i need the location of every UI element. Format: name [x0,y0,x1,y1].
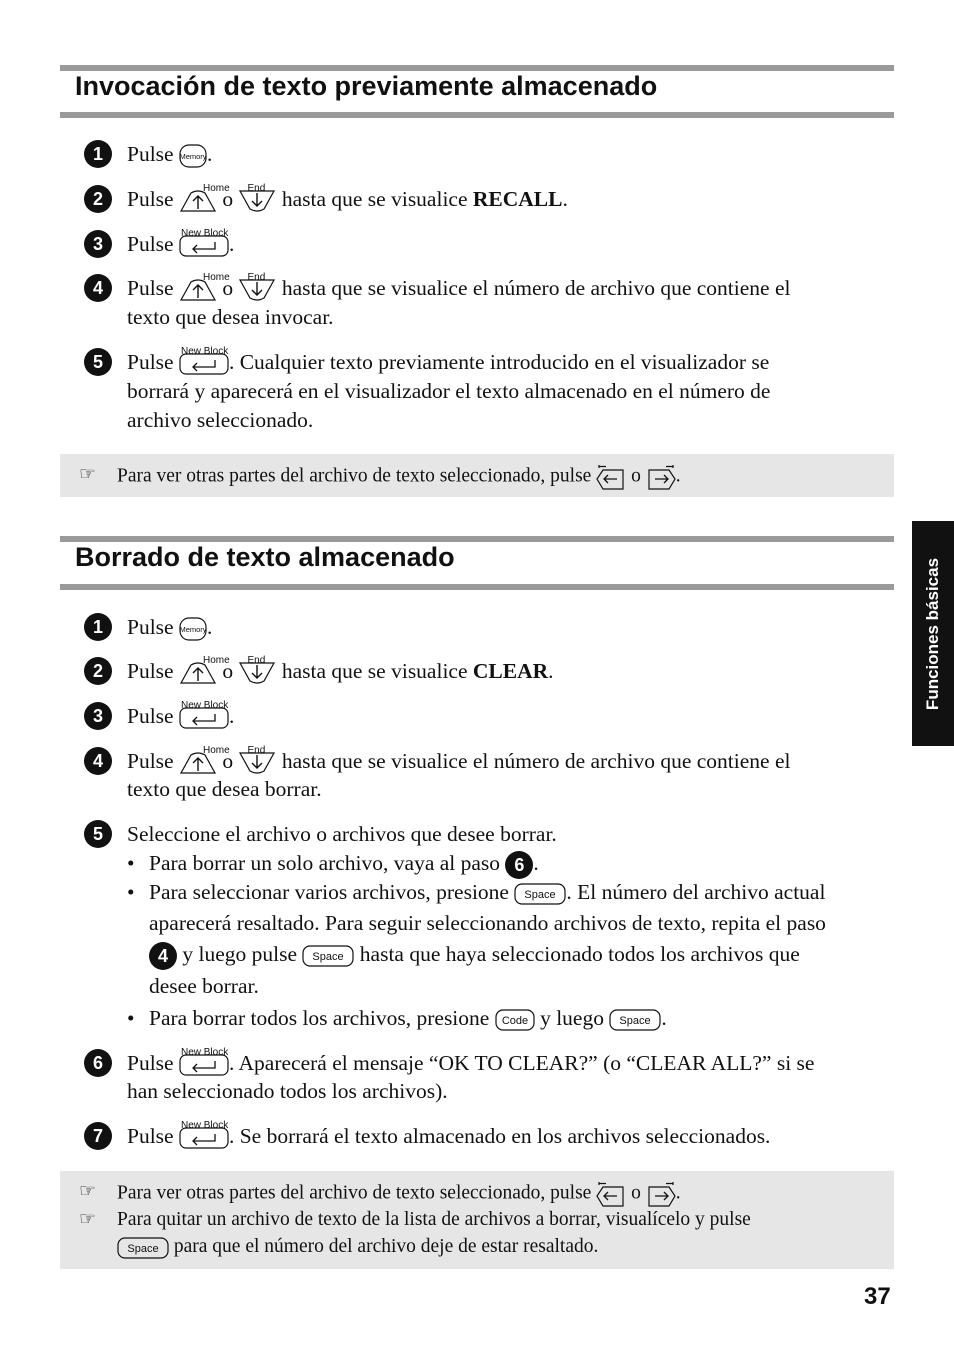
step-post: hasta que se visualice [281,187,468,211]
step-text [127,230,234,259]
step-pre: Pulse [127,615,174,639]
step-text [127,185,568,214]
step-post: hasta que se visualice [281,659,468,683]
memory-key-icon [179,144,207,168]
home-label: Home [202,272,230,284]
newblock-label: New Block [180,228,229,240]
space-key-label: Space [127,1242,159,1255]
note-body: Para ver otras partes del archivo de texto seleccionado, pulse [117,465,592,487]
step-post: . [228,232,235,256]
step-text-cont: archivo seleccionado. [127,408,314,432]
pointing-hand-icon: ☞ [79,464,97,485]
step-mid: o [222,276,234,300]
code-key-label: Code [501,1015,528,1028]
bullet-text-cont [149,940,800,970]
step-text [127,613,212,642]
side-tab [912,521,954,746]
end-label: End [247,183,266,195]
note-text [117,462,681,492]
step-text [127,657,554,686]
pointing-hand-icon: ☞ [79,1181,97,1202]
space-key-label: Space [619,1015,651,1028]
enter-key-icon [179,1120,229,1150]
step-number: 5 [84,820,112,848]
step-post: . Se borrará el texto almacenado en los archivos seleccionados. [228,1124,771,1148]
memory-key-icon [179,617,207,641]
step-number: 2 [84,657,112,685]
clear-keyword: CLEAR [472,659,549,683]
memory-key-label: Memory [179,625,207,635]
section-bottom-rule [60,112,894,118]
note-text: Para quitar un archivo de texto de la lista de archivos a borrar, visualícelo y pulse [117,1209,751,1230]
memory-key-label: Memory [179,152,207,162]
step-post: . Cualquier texto previamente introducido en el visualizador se [228,350,770,374]
page-number: 37 [864,1283,891,1310]
space-key-icon [117,1237,169,1259]
space-key-icon [514,883,566,905]
step-text-cont: texto que desea borrar. [127,777,322,801]
end-label: End [247,745,266,757]
step-text-cont: texto que desea invocar. [127,305,334,329]
step-text [127,348,769,377]
step-number: 1 [84,140,112,168]
space-key-icon [609,1009,661,1031]
bullet-text-b: hasta que haya seleccionado todos los archivos que [359,942,800,966]
section-bottom-rule [60,584,894,590]
left-arrow-key-icon [596,1179,626,1209]
home-label: Home [202,183,230,195]
end-label: End [247,272,266,284]
step-pre: Pulse [127,350,174,374]
note-box [60,1171,894,1269]
newblock-label: New Block [180,700,229,712]
step-mid: o [222,659,234,683]
step-pre: Pulse [127,276,174,300]
space-key-label: Space [312,951,345,964]
note-text [117,1234,598,1260]
step-text: Seleccione el archivo o archivos que desee borrar. [127,822,557,846]
bullet-text [149,1004,667,1033]
bullet-mid: y luego [540,1006,604,1030]
up-arrow-key-icon [179,745,230,775]
down-arrow-key-icon [238,745,276,775]
bullet-text [149,849,539,879]
step-pre: Pulse [127,1051,174,1075]
step-number: 5 [84,348,112,376]
step-text [127,274,790,303]
note-line2: para que el número del archivo deje de estar resaltado. [173,1236,599,1257]
code-key-icon [495,1009,535,1031]
note-text [117,1179,681,1209]
note-end: . [675,1182,681,1204]
step-text [127,1122,770,1151]
bullet: • [127,880,135,904]
step-pre: Pulse [127,659,174,683]
newblock-label: New Block [180,1120,229,1132]
bullet-text-cont: aparecerá resaltado. Para seguir seleccionando archivos de texto, repita el paso [149,911,826,935]
enter-key-icon [179,700,229,730]
note-mid: o [631,465,641,487]
step-text [127,702,234,731]
newblock-label: New Block [180,346,229,358]
bullet-text-cont: desee borrar. [149,974,259,998]
step-text-cont: han seleccionado todos los archivos). [127,1079,448,1103]
step-ref: 4 [149,942,177,970]
step-ref: 6 [505,851,533,879]
step-post: . Aparecerá el mensaje “OK TO CLEAR?” (o “CLEAR ALL?” si se [228,1051,815,1075]
step-pre: Pulse [127,187,174,211]
note-mid: o [631,1182,641,1204]
bullet-text [149,878,825,907]
step-pre: Pulse [127,1124,174,1148]
step-post: hasta que se visualice el número de archivo que contiene el [281,276,791,300]
section-title: Invocación de texto previamente almacenado [75,71,658,101]
note-end: . [675,465,681,487]
bullet-end: . [533,851,539,875]
bullet-text-a: y luego pulse [182,942,298,966]
newblock-label: New Block [180,1047,229,1059]
enter-key-icon [179,346,229,376]
right-arrow-key-icon [646,462,676,492]
step-pre: Pulse [127,749,174,773]
step-post: . [206,615,213,639]
home-label: Home [202,655,230,667]
right-arrow-key-icon [646,1179,676,1209]
step-post: hasta que se visualice el número de archivo que contiene el [281,749,791,773]
enter-key-icon [179,228,229,258]
step-text-cont: borrará y aparecerá en el visualizador el texto almacenado en el número de [127,379,771,403]
step-text [127,140,212,169]
step-post: . [206,142,213,166]
up-arrow-key-icon [179,272,230,302]
step-mid: o [222,187,234,211]
down-arrow-key-icon [238,183,276,213]
bullet: • [127,1006,135,1030]
space-key-label: Space [524,889,556,902]
step-mid: o [222,749,234,773]
step-pre: Pulse [127,142,174,166]
space-key-icon [302,945,354,967]
bullet: • [127,851,135,875]
step-number: 1 [84,613,112,641]
step-number: 3 [84,230,112,258]
down-arrow-key-icon [238,655,276,685]
end-label: End [247,655,266,667]
down-arrow-key-icon [238,272,276,302]
step-number: 3 [84,702,112,730]
home-label: Home [202,745,230,757]
bullet-pre: Para borrar un solo archivo, vaya al paso [149,851,501,875]
up-arrow-key-icon [179,655,230,685]
bullet-pre: Para seleccionar varios archivos, presione [149,880,509,904]
pointing-hand-icon: ☞ [79,1209,97,1230]
step-number: 4 [84,747,112,775]
step-pre: Pulse [127,232,174,256]
note-box [60,454,894,497]
step-text [127,747,790,776]
bullet-pre: Para borrar todos los archivos, presione [149,1006,490,1030]
step-end: . [562,187,568,211]
step-number: 6 [84,1049,112,1077]
enter-key-icon [179,1047,229,1077]
step-number: 2 [84,185,112,213]
step-number: 7 [84,1122,112,1150]
side-tab-label: Funciones básicas [923,557,942,710]
step-post: . [228,704,235,728]
section-title: Borrado de texto almacenado [75,542,455,572]
step-number: 4 [84,274,112,302]
recall-keyword: RECALL [472,187,563,211]
bullet-end: . [661,1006,667,1030]
bullet-post: . El número del archivo actual [566,880,826,904]
step-pre: Pulse [127,704,174,728]
left-arrow-key-icon [596,462,626,492]
note-body: Para ver otras partes del archivo de texto seleccionado, pulse [117,1182,592,1204]
step-text [127,1049,814,1078]
step-end: . [548,659,554,683]
up-arrow-key-icon [179,183,230,213]
